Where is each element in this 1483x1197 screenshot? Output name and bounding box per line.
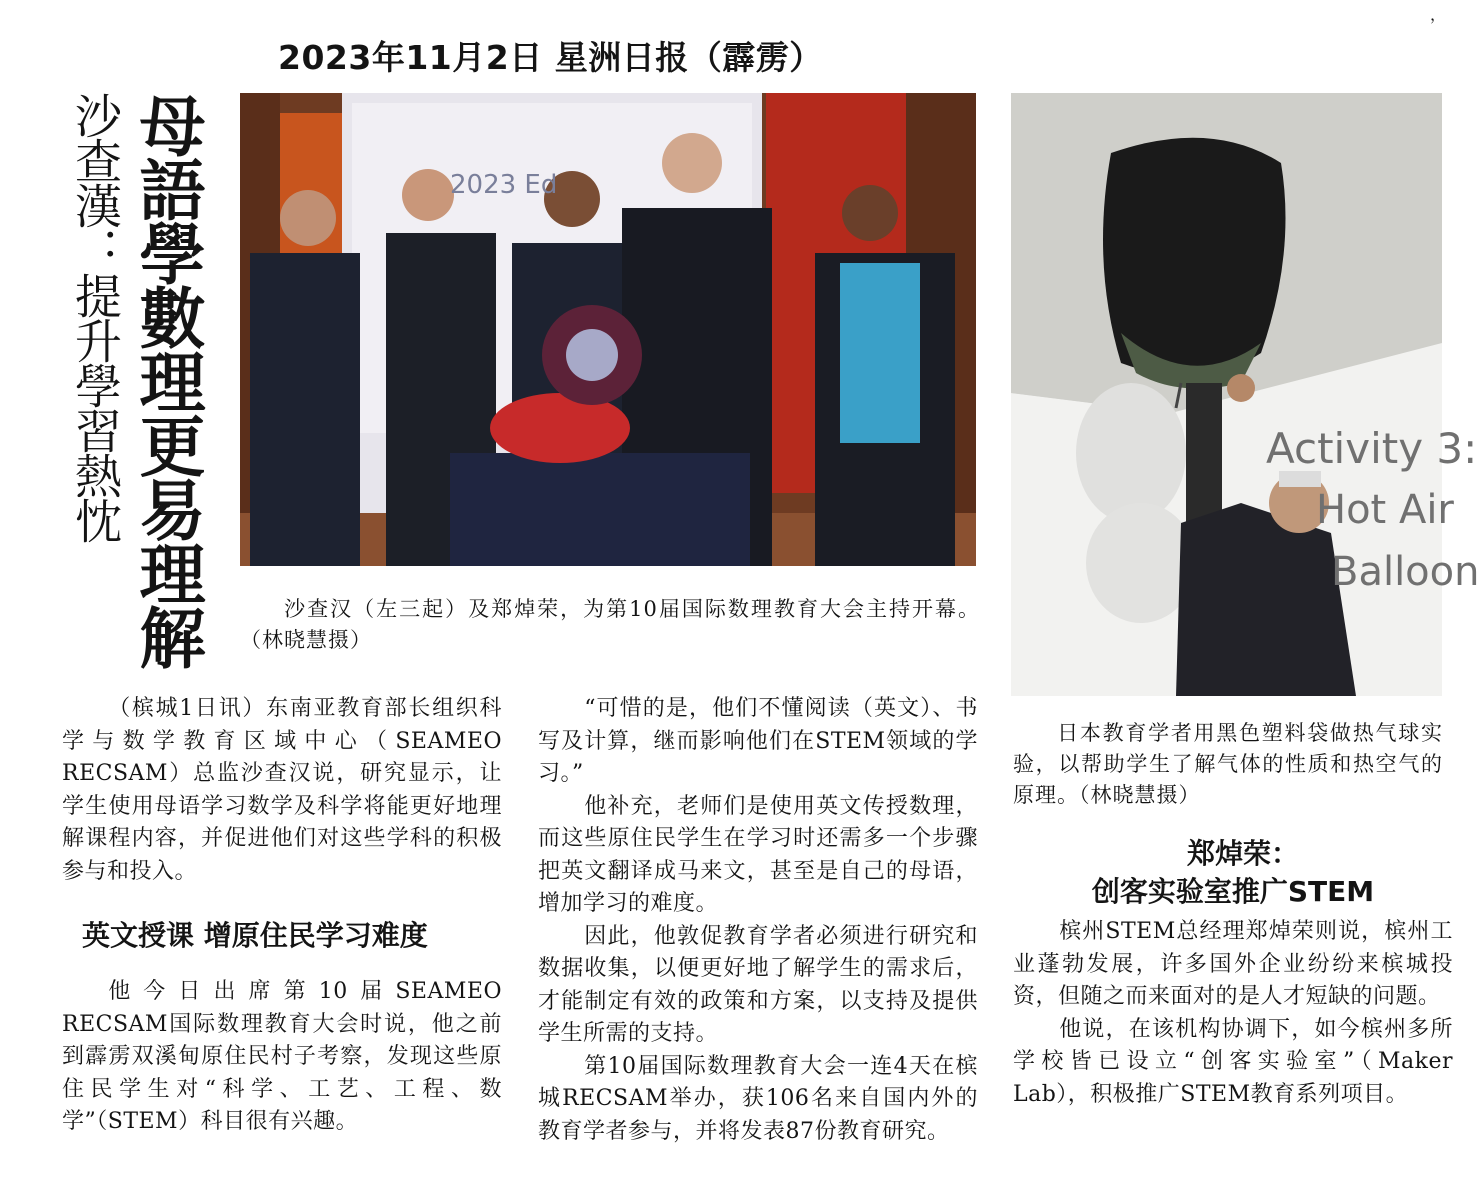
screen-text: 2023 Ed	[450, 170, 558, 200]
col1-subhead: 英文授课 增原住民学习难度	[82, 919, 428, 952]
headline-main: 母語學數理更易理解	[128, 92, 205, 668]
column-3	[1013, 836, 1453, 1191]
col3-paragraph-2: 他说，在该机构协调下，如今槟州多所学校皆已设立“创客实验室”（Maker Lab），积极推广STEM教育系列项目。	[1013, 1016, 1453, 1107]
screen-activity-line: Activity 3:	[1266, 424, 1478, 473]
col3-subhead-line-2: 创客实验室推广STEM	[1091, 875, 1375, 908]
col3-subhead-line-1: 郑焯荣：	[1186, 837, 1299, 870]
screen-hot-air-line: Hot Air	[1316, 487, 1454, 533]
column-1	[62, 693, 502, 1193]
photo1-caption: 沙查汉（左三起）及郑焯荣，为第10届国际数理教育大会主持开幕。（林晓慧摄）	[240, 597, 980, 652]
dateline: 2023年11月2日 星洲日报（霹雳）	[278, 38, 823, 77]
col2-paragraph-3: 因此，他敦促教育学者必须进行研究和数据收集，以便更好地了解学生的需求后，才能制定有效的政策和方案，以支持及提供学生所需的支持。	[538, 923, 978, 1046]
col3-paragraph-1: 槟州STEM总经理郑焯荣则说，槟州工业蓬勃发展，许多国外企业纷纷来槟城投资，但随之而来面对的是人才短缺的问题。	[1013, 919, 1453, 1009]
column-2	[538, 693, 978, 1193]
col1-paragraph-1: （槟城1日讯）东南亚教育部长组织科学与数学教育区域中心（SEAMEO RECSAM）总监沙查汉说，研究显示，让学生使用母语学习数学及科学将能更好地理解课程内容，并促进他们对这些学科的积极参与和投入。	[62, 696, 502, 884]
col1-paragraph-2: 他今日出席第10届SEAMEO RECSAM国际数理教育大会时说，他之前到霹雳双溪甸原住民村子考察，发现这些原住民学生对“科学、工艺、工程、数学”（STEM）科目很有兴趣。	[62, 979, 502, 1134]
photo-launch-ceremony	[240, 93, 976, 566]
corner-mark: ，	[1430, 5, 1447, 24]
col2-paragraph-2: 他补充，老师们是使用英文传授数理，而这些原住民学生在学习时还需多一个步骤把英文翻译成马来文，甚至是自己的母语，增加学习的难度。	[538, 793, 978, 916]
photo-hot-air-balloon	[1011, 93, 1480, 696]
photo2-caption: 日本教育学者用黑色塑料袋做热气球实验，以帮助学生了解气体的性质和热空气的原理。（林晓慧摄）	[1013, 721, 1443, 807]
headline-sub: 沙查漢：提升學習熱忱	[67, 92, 122, 542]
col2-paragraph-4: 第10届国际数理教育大会一连4天在槟城RECSAM举办，获106名来自国内外的教育学者参与，并将发表87份教育研究。	[538, 1053, 978, 1144]
screen-balloon-line: Balloon	[1331, 549, 1480, 595]
col2-paragraph-1: “可惜的是，他们不懂阅读（英文）、书写及计算，继而影响他们在STEM领域的学习。”	[538, 696, 978, 786]
